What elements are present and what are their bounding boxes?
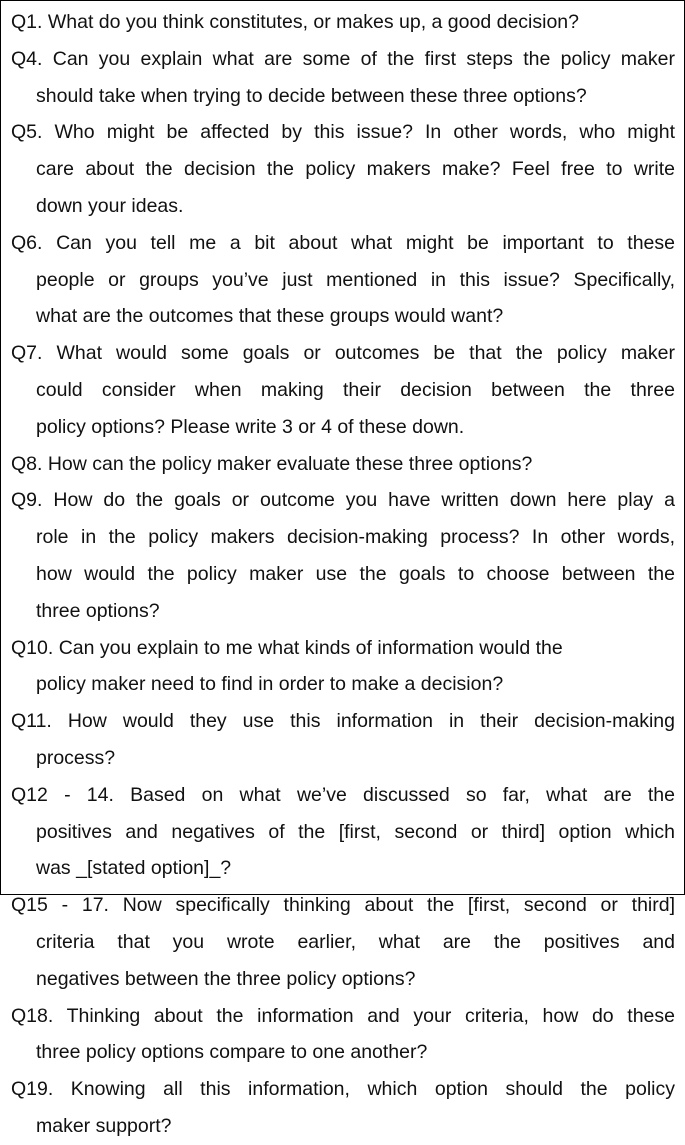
question-item-q6 (11, 225, 675, 335)
question-item-q18 (11, 998, 675, 1072)
question-item-q19 (11, 1071, 675, 1145)
question-text-line: Q10. Can you explain to me what kinds of information would the (11, 636, 563, 659)
question-text-line: people or groups you’ve just mentioned in this issue? Specifically, (36, 268, 675, 291)
question-text-line: Q19. Knowing all this information, which option should the policy (11, 1078, 675, 1101)
question-text-line: should take when trying to decide between these three options? (36, 84, 587, 107)
question-text-line: Q9. How do the goals or outcome you have written down here play a (11, 489, 675, 512)
question-text-line: negatives between the three policy options? (36, 967, 416, 990)
question-text-line: could consider when making their decision between the three (36, 378, 675, 401)
question-text-line: Q18. Thinking about the information and your criteria, how do these (11, 1004, 675, 1027)
question-text-line: role in the policy makers decision-making process? In other words, (36, 526, 675, 549)
question-item-q12-14 (11, 777, 675, 887)
question-item-q8 (11, 446, 675, 483)
question-text-line: criteria that you wrote earlier, what are the positives and (36, 930, 675, 953)
question-text-line: Q11. How would they use this information in their decision-making (11, 710, 675, 733)
question-text-line: three options? (36, 599, 160, 622)
question-text-line: policy maker need to find in order to make a decision? (36, 673, 504, 696)
question-item-q11 (11, 703, 675, 777)
question-text-line: process? (36, 746, 116, 769)
question-text-line: Q15 - 17. Now specifically thinking about the [first, second or third] (11, 894, 675, 917)
question-item-q9 (11, 482, 675, 629)
question-text-line: three policy options compare to one another? (36, 1041, 428, 1064)
question-item-q5 (11, 114, 675, 224)
question-text-line: Q8. How can the policy maker evaluate these three options? (11, 452, 533, 475)
question-text-line: maker support? (36, 1114, 172, 1137)
question-text-line: what are the outcomes that these groups would want? (36, 305, 504, 328)
question-text-line: policy options? Please write 3 or 4 of these down. (36, 415, 465, 438)
question-item-q15-17 (11, 887, 675, 997)
question-item-q1 (11, 4, 675, 41)
question-text-line: was _[stated option]_? (36, 857, 232, 880)
question-text-line: Q1. What do you think constitutes, or makes up, a good decision? (11, 11, 579, 33)
question-text-line: Q7. What would some goals or outcomes be that the policy maker (11, 342, 675, 365)
question-text-line: care about the decision the policy makers make? Feel free to write (36, 158, 675, 181)
question-text-line: down your ideas. (36, 194, 184, 217)
question-item-q10 (11, 630, 675, 704)
question-text-line: Q5. Who might be affected by this issue? In other words, who might (11, 121, 675, 144)
question-item-q4 (11, 41, 675, 115)
question-item-q7 (11, 335, 675, 445)
question-text-line: Q6. Can you tell me a bit about what might be important to these (11, 231, 675, 254)
question-text-line: Q4. Can you explain what are some of the first steps the policy maker (11, 47, 675, 70)
question-text-line: Q12 - 14. Based on what we’ve discussed so far, what are the (11, 783, 675, 806)
question-text-line: how would the policy maker use the goals to choose between the (36, 562, 675, 585)
interview-question-list (11, 4, 675, 1145)
question-text-line: positives and negatives of the [first, second or third] option which (36, 820, 675, 843)
